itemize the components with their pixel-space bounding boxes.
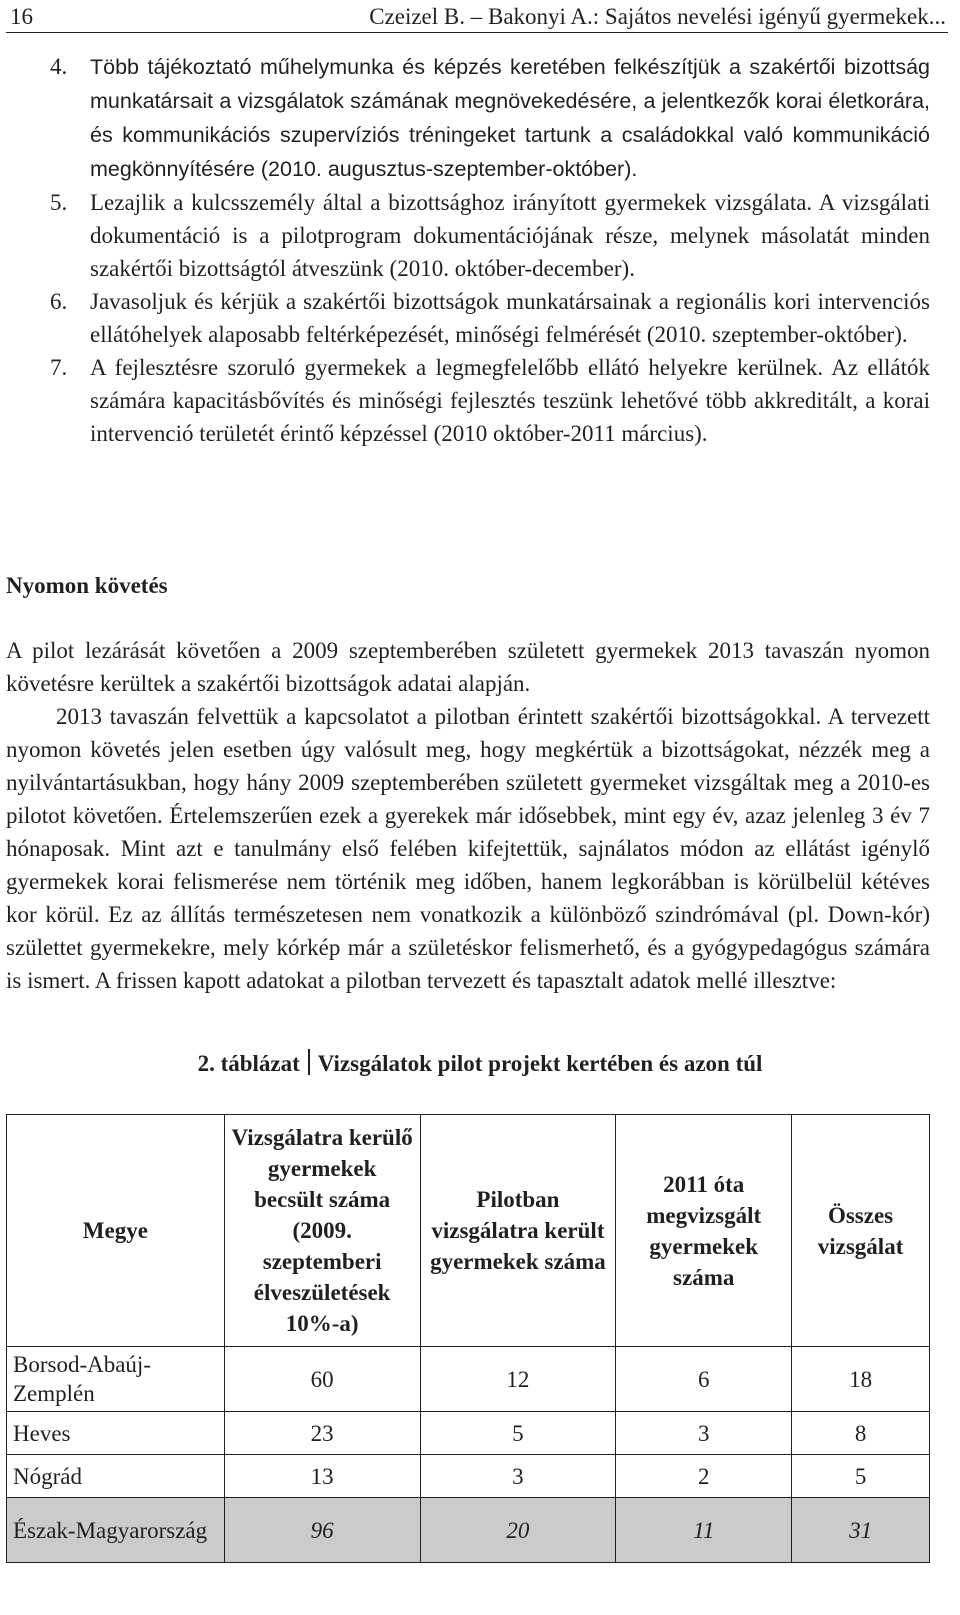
total-cell: 31 bbox=[792, 1498, 930, 1563]
since-2011-cell: 11 bbox=[616, 1498, 792, 1563]
pilot-cell: 12 bbox=[420, 1347, 616, 1412]
total-cell: 18 bbox=[792, 1347, 930, 1412]
caption-separator bbox=[308, 1049, 310, 1075]
list-item-text: Javasoljuk és kérjük a szakértői bizottságok munkatársainak a regionális kori intervenciós ellátóhelyek alaposabb feltérképezését, minőségi felmérését (2010. szeptember-október). bbox=[90, 289, 930, 347]
estimated-cell: 96 bbox=[224, 1498, 420, 1563]
list-item-number: 4. bbox=[50, 54, 68, 79]
table-row bbox=[7, 1347, 930, 1412]
since-2011-cell: 6 bbox=[616, 1347, 792, 1412]
pilot-cell: 5 bbox=[420, 1412, 616, 1455]
county-cell: Nógrád bbox=[7, 1455, 225, 1498]
column-header: Megye bbox=[7, 1115, 225, 1347]
county-cell: Heves bbox=[7, 1412, 225, 1455]
list-item bbox=[50, 351, 930, 450]
list-item-number: 5. bbox=[50, 190, 68, 215]
list-item-text: A fejlesztésre szoruló gyermekek a legmegfelelőbb ellátó helyekre kerülnek. Az ellátók számára kapacitásbővítés és minőségi fejlesztés teszünk lehetővé több akkreditált, a korai intervenció területét érintő képzéssel (2010 október-2011 március). bbox=[90, 355, 930, 446]
pilot-cell: 3 bbox=[420, 1455, 616, 1498]
running-title: Czeizel B. – Bakonyi A.: Sajátos nevelési igényű gyermekek... bbox=[369, 4, 946, 29]
list-item-number: 6. bbox=[50, 289, 68, 314]
list-item-text: Lezajlik a kulcsszemély által a bizottsághoz irányított gyermekek vizsgálata. A vizsgálati dokumentáció is a pilotprogram dokumentációjának része, melynek másolatát minden szakértői bizottságtól átveszünk (2010. október-december). bbox=[90, 190, 930, 281]
column-header: 2011 óta megvizsgált gyermekek száma bbox=[616, 1115, 792, 1347]
table-row bbox=[7, 1412, 930, 1455]
page-number: 16 bbox=[10, 4, 33, 29]
data-table bbox=[6, 1114, 930, 1563]
estimated-cell: 23 bbox=[224, 1412, 420, 1455]
page-header bbox=[6, 2, 948, 33]
list-item bbox=[50, 285, 930, 351]
since-2011-cell: 2 bbox=[616, 1455, 792, 1498]
pilot-cell: 20 bbox=[420, 1498, 616, 1563]
estimated-cell: 13 bbox=[224, 1455, 420, 1498]
list-item-text: Több tájékoztató műhelymunka és képzés keretében felkészítjük a szakértői bizottság munkatársait a vizsgálatok számának megnövekedésére, a jelentkezők korai életkorára, és kommunikációs szupervíziós tréningeket tartunk a családokkal való kommunikáció megkönnyítésére (2010. augusztus-szeptember-október). bbox=[90, 55, 930, 181]
section-heading: Nyomon követés bbox=[6, 573, 168, 598]
list-item-number: 7. bbox=[50, 355, 68, 380]
column-header: Pilotban vizsgálatra került gyermekek száma bbox=[420, 1115, 616, 1347]
county-cell: Borsod-Abaúj-Zemplén bbox=[7, 1347, 225, 1412]
table-caption-title: Vizsgálatok pilot projekt kertében és azon túl bbox=[317, 1051, 763, 1076]
column-header: Vizsgálatra kerülő gyermekek becsült száma (2009. szeptemberi élveszületések 10%-a) bbox=[224, 1115, 420, 1347]
estimated-cell: 60 bbox=[224, 1347, 420, 1412]
column-header: Összes vizsgálat bbox=[792, 1115, 930, 1347]
total-cell: 8 bbox=[792, 1412, 930, 1455]
total-cell: 5 bbox=[792, 1455, 930, 1498]
table-summary-row bbox=[7, 1498, 930, 1563]
table-caption bbox=[0, 1047, 960, 1080]
list-item bbox=[50, 186, 930, 285]
numbered-list bbox=[50, 50, 930, 450]
table-caption-number: 2. táblázat bbox=[197, 1051, 300, 1076]
table-header-row bbox=[7, 1115, 930, 1347]
region-cell: Észak-Magyarország bbox=[7, 1498, 225, 1563]
table-row bbox=[7, 1455, 930, 1498]
body-paragraph: A pilot lezárását követően a 2009 szeptemberében született gyermekek 2013 tavaszán nyomon követésre kerültek a szakértői bizottságok adatai alapján. bbox=[6, 638, 930, 696]
since-2011-cell: 3 bbox=[616, 1412, 792, 1455]
list-item bbox=[50, 50, 930, 186]
body-paragraph: 2013 tavaszán felvettük a kapcsolatot a pilotban érintett szakértői bizottságokkal. A tervezett nyomon követés jelen esetben úgy valósult meg, hogy megkértük a bizottságokat, nézzék meg a nyilvántartásukban, hogy hány 2009 szeptemberében született gyermeket vizsgáltak meg a 2010-es pilotot követően. Értelemszerűen ezek a gyerekek már idősebbek, mint egy év, azaz jelenleg 3 év 7 hónaposak. Mint azt e tanulmány első felében kifejtettük, sajnálatos módon az ellátást igénylő gyermekek korai felismerése nem történik meg időben, hanem legkorábban is körülbelül kétéves kor körül. Ez az állítás természetesen nem vonatkozik a különböző szindrómával (pl. Down-kór) születtet gyermekekre, mely kórkép már a születéskor felismerhető, és a gyógypedagógus számára is ismert. A frissen kapott adatokat a pilotban tervezett és tapasztalt adatok mellé illesztve: bbox=[6, 704, 930, 993]
